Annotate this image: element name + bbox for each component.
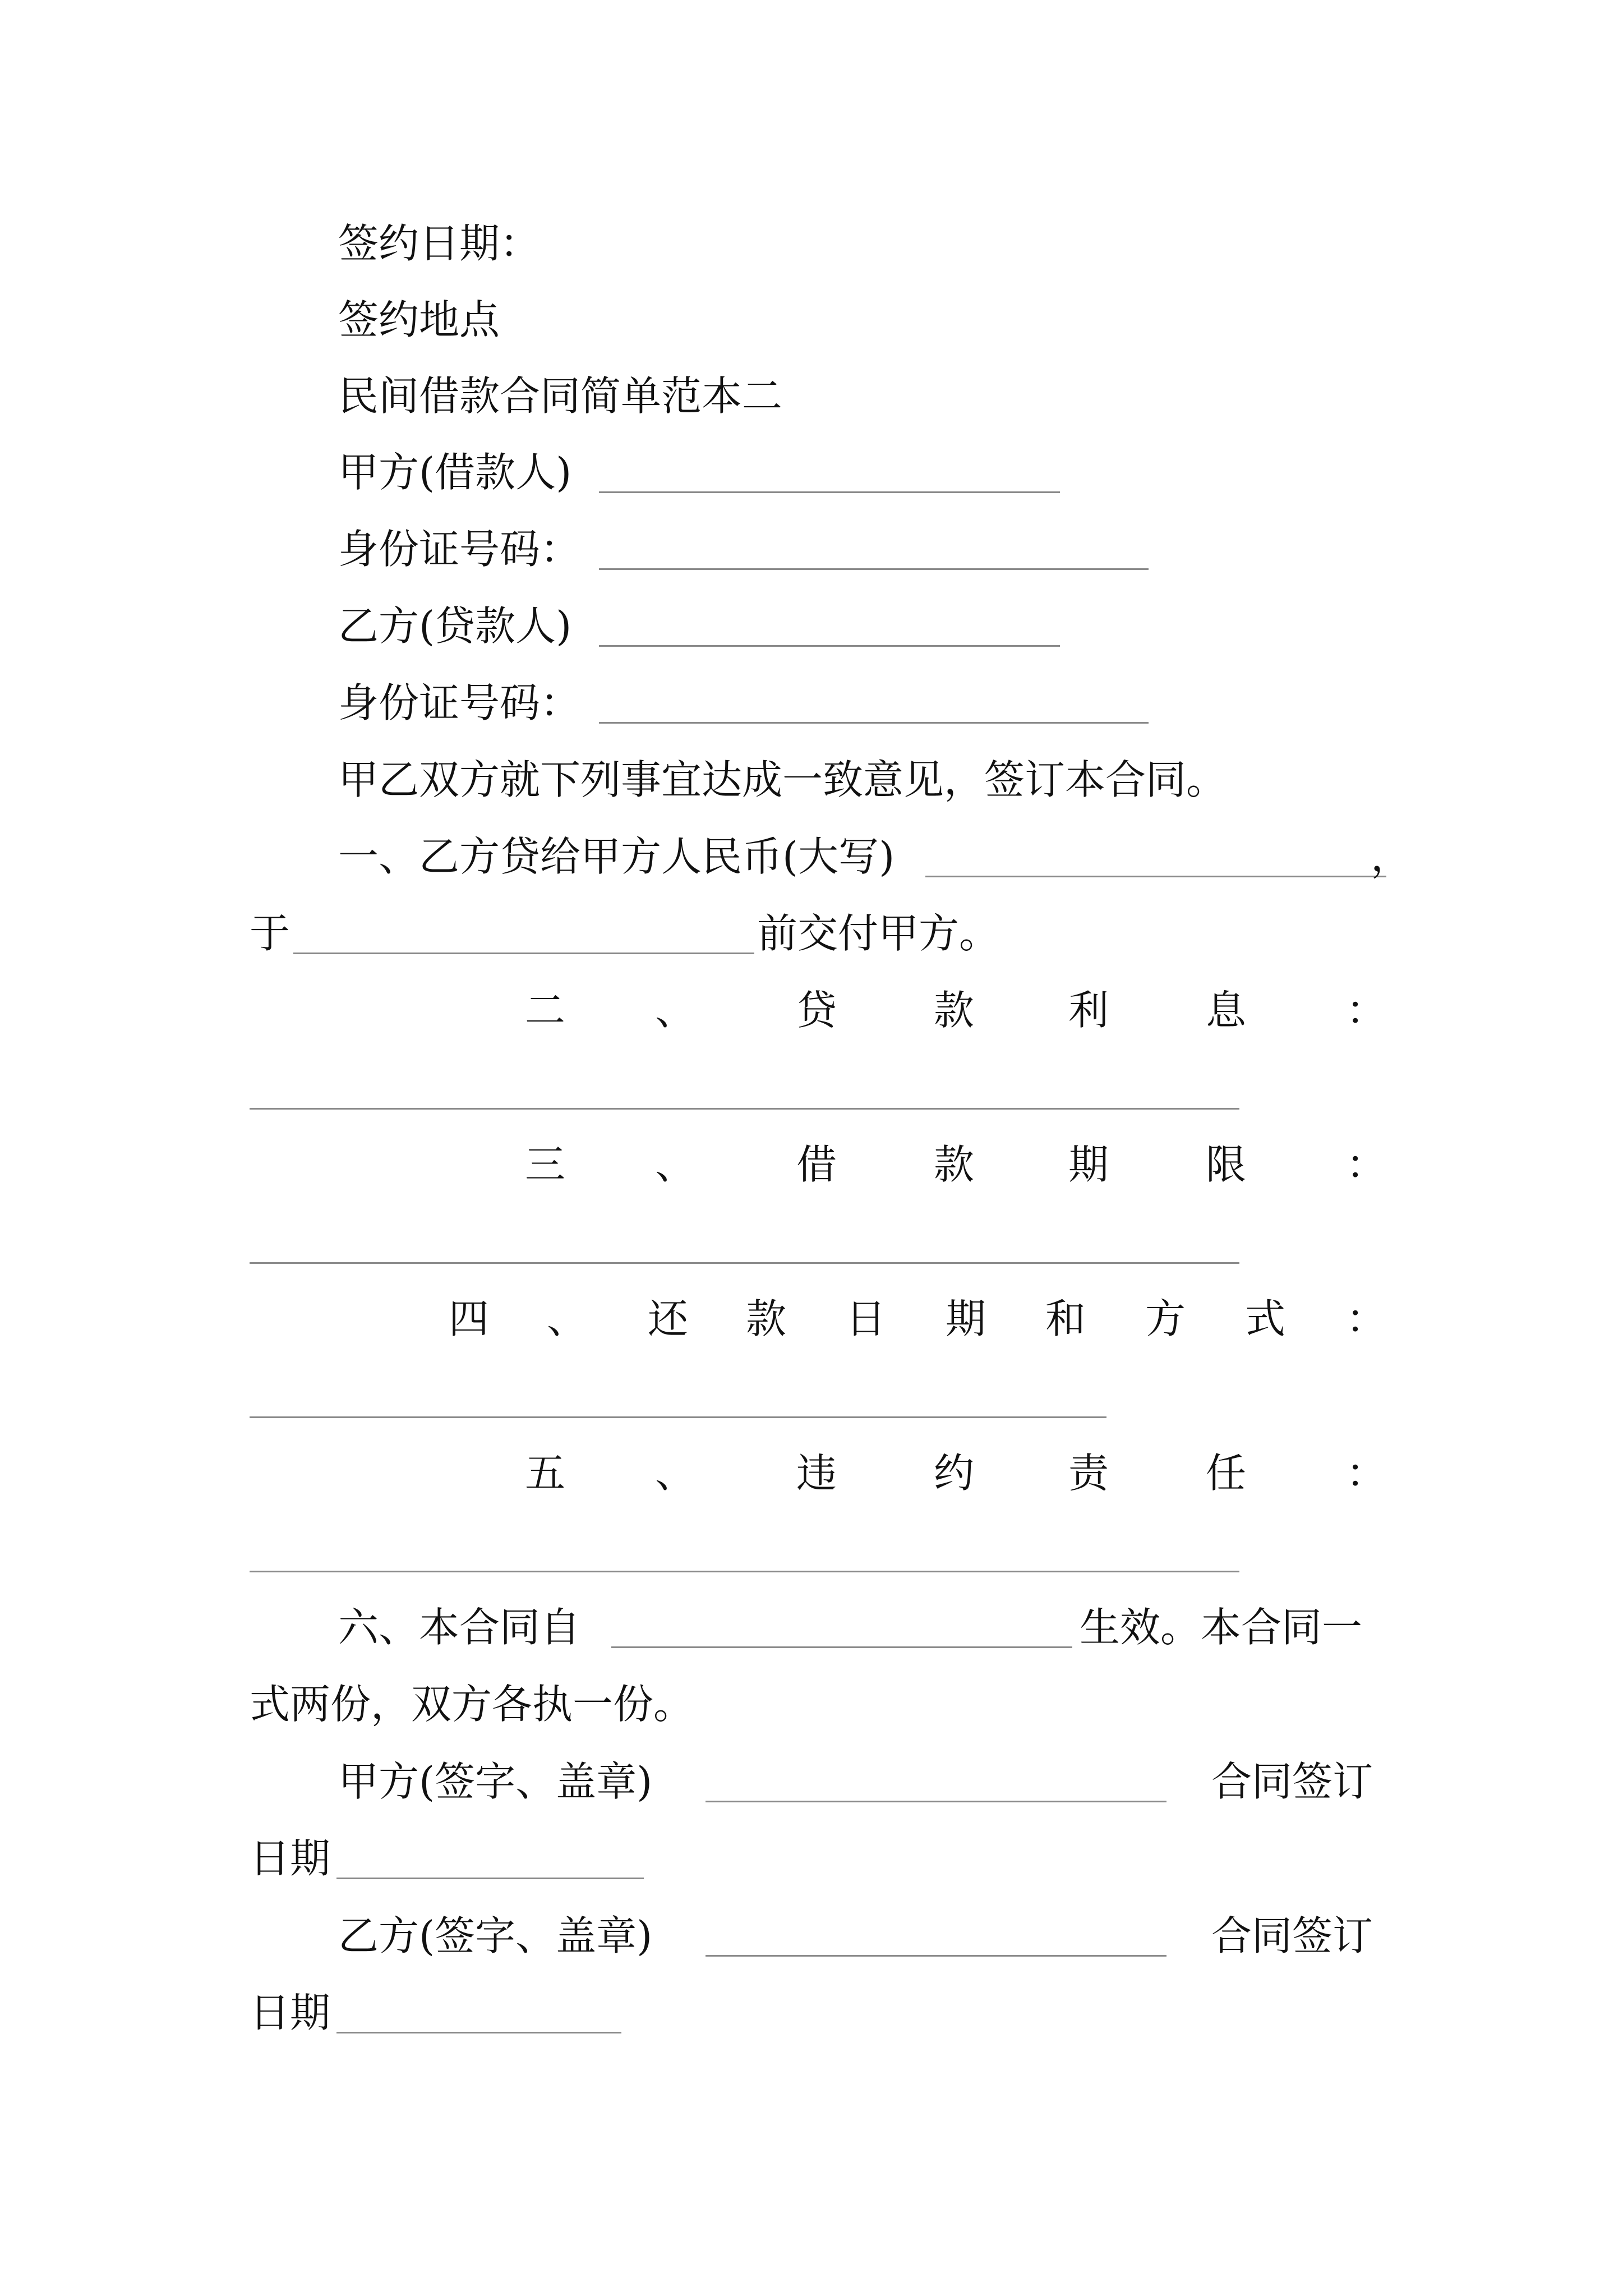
sign-place-label: 签约地点 — [338, 296, 500, 343]
item5-blank[interactable] — [250, 1571, 1239, 1572]
item3-char: 款 — [934, 1141, 975, 1188]
item2-blank[interactable] — [250, 1108, 1239, 1110]
sign-b-blank[interactable] — [706, 1955, 1166, 1957]
party-a-blank[interactable] — [599, 491, 1060, 493]
item1-post: 前交付甲方。 — [757, 910, 1000, 957]
party-b-label: 乙方(贷款人) — [338, 602, 572, 650]
item4-char: 式 — [1245, 1295, 1286, 1342]
item5-char: 违 — [796, 1450, 837, 1497]
sign-a-date-label: 合同签订 — [1211, 1758, 1373, 1805]
sign-b-date-label: 合同签订 — [1211, 1912, 1373, 1959]
sign-date-label: 签约日期： — [338, 220, 541, 267]
sign-b-label: 乙方(签字、盖章) — [338, 1912, 653, 1959]
agreement-text: 甲乙双方就下列事宜达成一致意见，签订本合同。 — [338, 756, 1227, 803]
item4-blank[interactable] — [250, 1416, 1106, 1418]
item2-char: 二 — [525, 987, 566, 1034]
id-b-label: 身份证号码： — [338, 679, 581, 726]
item3-char: ： — [1346, 1141, 1387, 1188]
item5-char: ： — [1346, 1450, 1387, 1497]
item2-char: 贷 — [796, 987, 837, 1034]
item1-amount-blank[interactable] — [925, 876, 1386, 877]
item2-char: 利 — [1068, 987, 1109, 1034]
sign-a-label: 甲方(签字、盖章) — [338, 1758, 653, 1805]
id-a-label: 身份证号码： — [338, 526, 581, 573]
item1-date-blank[interactable] — [293, 953, 754, 954]
sign-a-blank[interactable] — [706, 1801, 1166, 1802]
item1-text: 一、乙方贷给甲方人民币(大写) — [338, 833, 895, 880]
item1-pre: 于 — [250, 910, 291, 957]
item2-char: 款 — [934, 987, 975, 1034]
item2-char: 息 — [1206, 987, 1247, 1034]
item3-char: 借 — [796, 1141, 837, 1188]
item4-char: 期 — [946, 1295, 986, 1342]
item4-char: 方 — [1145, 1295, 1186, 1342]
item2-char: ： — [1346, 987, 1387, 1034]
item3-char: 限 — [1206, 1141, 1247, 1188]
item4-char: 还 — [648, 1295, 689, 1342]
item4-char: 和 — [1045, 1295, 1086, 1342]
sign-a-date-blank[interactable] — [336, 1878, 644, 1879]
document-title: 民间借款合同简单范本二 — [338, 372, 783, 420]
item6-copies: 式两份，双方各执一份。 — [250, 1681, 694, 1728]
id-a-blank[interactable] — [599, 568, 1149, 570]
item3-char: 三 — [525, 1141, 566, 1188]
item4-char: 款 — [746, 1295, 787, 1342]
item5-char: 约 — [934, 1450, 975, 1497]
item5-char: 任 — [1206, 1450, 1247, 1497]
item3-char: 、 — [655, 1141, 696, 1188]
item5-char: 责 — [1068, 1450, 1109, 1497]
sign-a-date-label2: 日期 — [250, 1835, 331, 1882]
item3-char: 期 — [1068, 1141, 1109, 1188]
item5-char: 、 — [655, 1450, 696, 1497]
item2-char: 、 — [655, 987, 696, 1034]
item3-blank[interactable] — [250, 1262, 1239, 1264]
id-b-blank[interactable] — [599, 722, 1149, 724]
sign-b-date-label2: 日期 — [250, 1989, 331, 2036]
item4-char: 、 — [547, 1295, 588, 1342]
item1-comma: ， — [1371, 833, 1412, 880]
item6-pre: 六、本合同自 — [338, 1604, 581, 1651]
sign-b-date-blank[interactable] — [336, 2032, 621, 2033]
item6-blank[interactable] — [611, 1646, 1072, 1648]
item4-char: 四 — [449, 1295, 490, 1342]
item6-post: 生效。本合同一 — [1080, 1604, 1363, 1651]
party-b-blank[interactable] — [599, 645, 1060, 647]
party-a-label: 甲方(借款人) — [338, 449, 572, 496]
item5-char: 五 — [525, 1450, 566, 1497]
item4-char: ： — [1346, 1295, 1387, 1342]
item4-char: 日 — [846, 1295, 887, 1342]
